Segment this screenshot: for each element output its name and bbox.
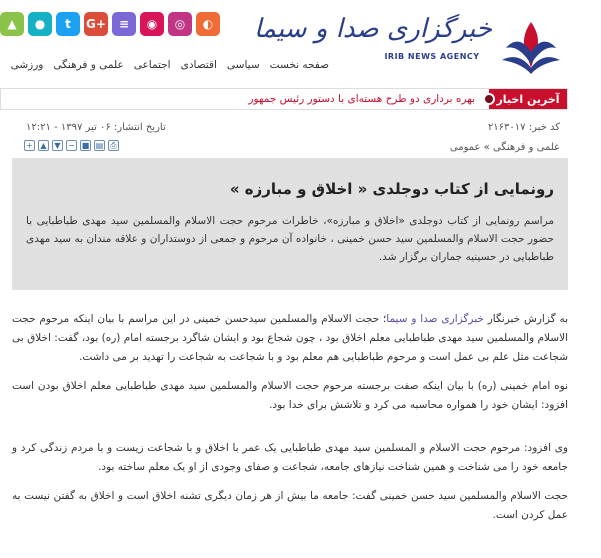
main-nav: [0, 52, 334, 78]
breadcrumb[interactable]: علمی و فرهنگی » عمومی: [449, 142, 560, 153]
font-down-icon[interactable]: ▼: [52, 140, 63, 151]
google-plus-icon[interactable]: G+: [84, 12, 108, 36]
nav-sports[interactable]: ورزشی: [10, 59, 44, 71]
print-icon[interactable]: ⎙: [108, 140, 119, 151]
soroush-icon[interactable]: ◐: [196, 12, 220, 36]
paragraph-1: [12, 310, 568, 367]
instagram-icon[interactable]: ◎: [168, 12, 192, 36]
font-decrease-icon[interactable]: −: [66, 140, 77, 151]
publish-date: تاریخ انتشار: ۰۶ تیر ۱۳۹۷ - ۱۲:۲۱: [26, 122, 166, 133]
ticker-label: آخرین اخبار: [489, 89, 567, 109]
twitter-icon[interactable]: t: [56, 12, 80, 36]
nav-provinces[interactable]: [0, 59, 6, 71]
p1-start: به گزارش خبرنگار: [483, 313, 568, 325]
news-code: کد خبر: ۲۱۶۳۰۱۷: [487, 122, 560, 133]
logo-subtitle: IRIB NEWS AGENCY: [384, 52, 480, 61]
nav-home[interactable]: صفحه نخست: [269, 59, 329, 71]
article-meta: [12, 118, 568, 154]
logo-text: خبرگزاری صدا و سیما: [254, 14, 492, 44]
nav-political[interactable]: سیاسی: [226, 59, 260, 71]
paragraph-4: حجت الاسلام والمسلمین سید حسن خمینی گفت: جامعه ما بیش از هر زمان دیگری تشنه اخلاق است و اخلاق به گفتن نیست به عمل کردن است.: [12, 490, 568, 521]
article-title: رونمایی از کتاب دوجلدی « اخلاق و مبارزه »: [229, 180, 554, 198]
paragraph-3: وی افزود: مرحوم حجت الاسلام و المسلمین سید مهدی طباطبایی یک عمر با اخلاق و با شجاعت زیست و با مردم زندگی کرد و جامعه خود را می شناخت و همین شناخت نیازهای جامعه، شجاعت و صفای وجودی از او یک معلم ساخته بود.: [12, 442, 568, 473]
nav-science-culture[interactable]: علمی و فرهنگی: [53, 59, 124, 71]
save-icon[interactable]: ■: [81, 140, 90, 150]
article-body: [12, 310, 568, 535]
paragraph-2: نوه امام خمینی (ره) با بیان اینکه صفت برجسته مرحوم حجت الاسلام والمسلمین سید مهدی طباطبایی معلم اخلاق بودن است افزود: ایشان خود را همواره محاسبه می کرد و تلاشش برای خدا بود.: [12, 380, 568, 411]
email-icon[interactable]: ▤: [95, 140, 104, 150]
android-icon[interactable]: ▲: [0, 12, 24, 36]
p1-rest: ؛ حجت الاسلام والمسلمین سیدحسن خمینی در این مراسم با بیان اینکه مرحوم حجت الاسلام والمسلمین سید مهدی طباطبایی معلم اخلاق بود ، چون شجاع بود و ایشان شاگرد برجسته امام (ره) بود، گفت: اخلاق بی شجاعت مثل علم بی عمل است و مرحوم طباطبایی هم معلم بود و با شجاعت به شجاعت را تهدید بر می داشت.: [12, 313, 568, 363]
article-tools: [24, 140, 119, 151]
font-up-icon[interactable]: ▲: [38, 140, 49, 151]
ticker-dot-icon: [483, 93, 495, 105]
news-ticker: [0, 88, 568, 110]
nav-economic[interactable]: اقتصادی: [180, 59, 217, 71]
irib-emblem-icon: [500, 18, 562, 74]
nav-social[interactable]: اجتماعی: [133, 59, 171, 71]
apple-icon[interactable]: ●: [28, 12, 52, 36]
article-lead: مراسم رونمایی از کتاب دوجلدی «اخلاق و مبارزه»، خاطرات مرحوم حجت الاسلام والمسلمین سید مهدی طباطبایی با حضور حجت الاسلام والمسلمین سید حسن خمینی ، خانواده آن مرحوم و جمعی از دوستداران و علاقه مندان به سید مهدی طباطبایی در حسینیه جماران برگزار شد.: [26, 215, 554, 263]
feed-icon[interactable]: ≡: [112, 12, 136, 36]
agency-link[interactable]: خبرگزاری صدا و سیما: [386, 313, 484, 325]
ticker-headline[interactable]: بهره برداری دو طرح هسته‌ای با دستور رئیس جمهور: [248, 93, 475, 105]
article-lead-box: [12, 158, 568, 290]
font-increase-icon[interactable]: +: [24, 140, 35, 151]
aparat-icon[interactable]: ◉: [140, 12, 164, 36]
